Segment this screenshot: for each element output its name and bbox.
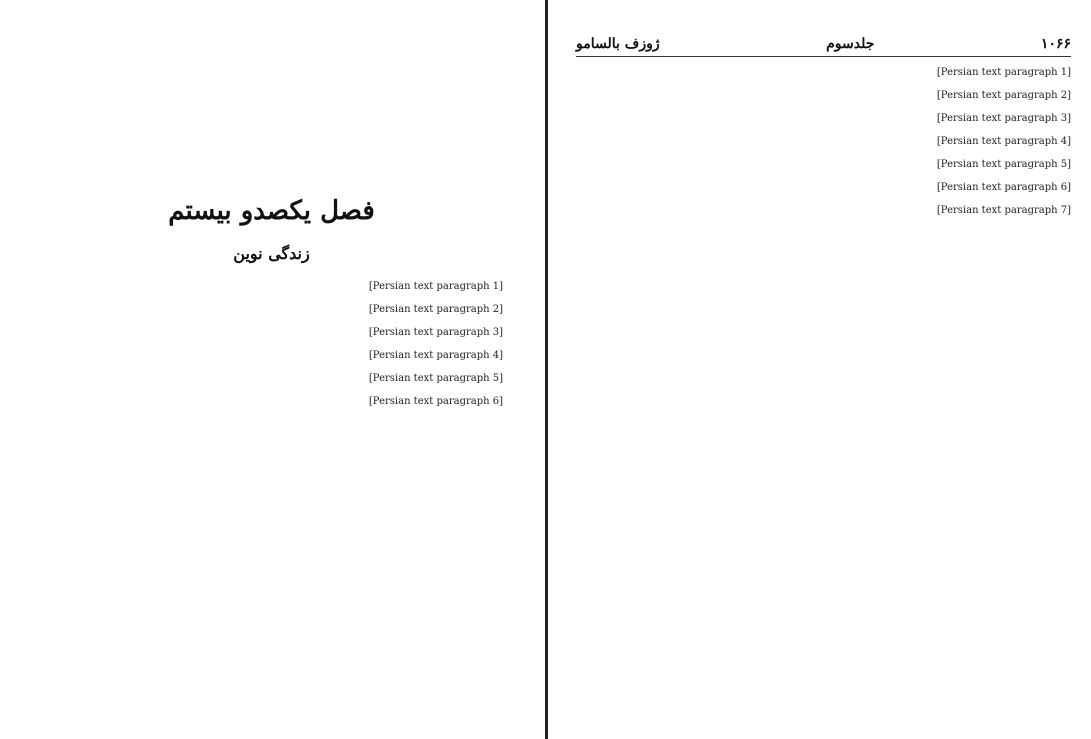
right-paragraph-3: [Persian text paragraph 3]: [936, 113, 1071, 124]
chapter-title: فصل یکصدو بیستم: [168, 196, 375, 226]
volume-label: جلدسوم: [826, 36, 875, 52]
left-paragraph-5: [Persian text paragraph 5]: [368, 373, 503, 384]
right-paragraph-4: [Persian text paragraph 4]: [936, 136, 1071, 147]
left-paragraph-4: [Persian text paragraph 4]: [368, 350, 503, 361]
left-paragraph-1: [Persian text paragraph 1]: [368, 281, 503, 292]
running-header: [576, 36, 1071, 57]
right-page: [548, 0, 1091, 739]
right-paragraph-1: [Persian text paragraph 1]: [936, 67, 1071, 78]
left-paragraph-6: [Persian text paragraph 6]: [368, 396, 503, 407]
left-page: [0, 0, 545, 739]
page-number: ۱۰۶۶: [1040, 36, 1071, 52]
right-paragraph-6: [Persian text paragraph 6]: [936, 182, 1071, 193]
right-paragraph-7: [Persian text paragraph 7]: [936, 205, 1071, 216]
left-paragraph-3: [Persian text paragraph 3]: [368, 327, 503, 338]
left-paragraph-2: [Persian text paragraph 2]: [368, 304, 503, 315]
right-paragraph-5: [Persian text paragraph 5]: [936, 159, 1071, 170]
right-paragraph-2: [Persian text paragraph 2]: [936, 90, 1071, 101]
book-title: ژوزف بالسامو: [576, 36, 660, 52]
chapter-subtitle: زندگی نوین: [233, 244, 310, 263]
